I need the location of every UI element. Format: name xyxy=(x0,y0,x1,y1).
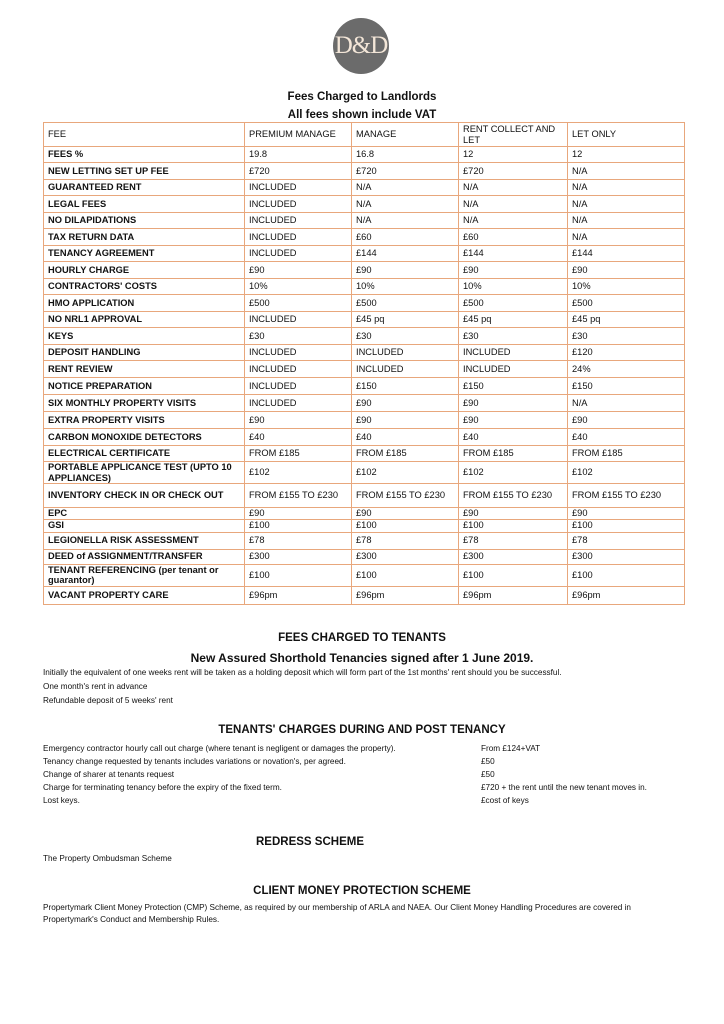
fee-value-cell: £78 xyxy=(568,532,685,549)
fee-value-cell: FROM £185 xyxy=(245,446,352,462)
fee-value-cell: FROM £185 xyxy=(459,446,568,462)
cmp-heading: CLIENT MONEY PROTECTION SCHEME xyxy=(253,885,471,897)
fee-value-cell: £90 xyxy=(568,508,685,520)
charge-description: Charge for terminating tenancy before the expiry of the fixed term. xyxy=(43,783,282,792)
table-row xyxy=(44,412,685,429)
fee-value-cell: INCLUDED xyxy=(245,246,352,262)
fee-name-cell: EPC xyxy=(44,508,245,520)
tenant-fee-line: One month's rent in advance xyxy=(43,682,148,691)
fee-value-cell: £720 xyxy=(352,163,459,180)
fee-name-cell: LEGAL FEES xyxy=(44,196,245,213)
fee-name-cell: DEPOSIT HANDLING xyxy=(44,345,245,361)
fee-name-cell: KEYS xyxy=(44,328,245,345)
fee-value-cell: £96pm xyxy=(459,586,568,604)
fee-value-cell: INCLUDED xyxy=(245,361,352,378)
fee-name-cell: CONTRACTORS' COSTS xyxy=(44,279,245,295)
fee-value-cell: N/A xyxy=(459,213,568,229)
table-row xyxy=(44,328,685,345)
fee-value-cell: £30 xyxy=(459,328,568,345)
page-subtitle: All fees shown include VAT xyxy=(287,109,437,121)
fee-value-cell: £30 xyxy=(568,328,685,345)
fee-value-cell: £150 xyxy=(568,378,685,395)
fee-value-cell: INCLUDED xyxy=(459,361,568,378)
fee-name-cell: PORTABLE APPLICANCE TEST (UPTO 10 APPLIANCES) xyxy=(44,462,245,484)
fee-value-cell: £96pm xyxy=(352,586,459,604)
table-row xyxy=(44,229,685,246)
fee-name-cell: FEES % xyxy=(44,147,245,163)
charge-row xyxy=(43,742,693,755)
charge-amount: £cost of keys xyxy=(481,796,529,805)
table-row xyxy=(44,446,685,462)
fee-name-cell: DEED of ASSIGNMENT/TRANSFER xyxy=(44,549,245,564)
fee-value-cell: £90 xyxy=(459,508,568,520)
fee-value-cell: N/A xyxy=(568,395,685,412)
fee-name-cell: INVENTORY CHECK IN OR CHECK OUT xyxy=(44,484,245,508)
fee-value-cell: £120 xyxy=(568,345,685,361)
fee-value-cell: FROM £185 xyxy=(352,446,459,462)
fee-value-cell: £60 xyxy=(459,229,568,246)
table-header-row xyxy=(44,123,685,147)
table-row xyxy=(44,213,685,229)
fee-value-cell: 10% xyxy=(568,279,685,295)
column-header: MANAGE xyxy=(352,123,459,147)
fee-value-cell: INCLUDED xyxy=(245,378,352,395)
fee-value-cell: £150 xyxy=(459,378,568,395)
fee-value-cell: N/A xyxy=(352,196,459,213)
fee-value-cell: 10% xyxy=(352,279,459,295)
charge-row xyxy=(43,781,693,794)
fee-value-cell: £90 xyxy=(245,412,352,429)
table-row xyxy=(44,180,685,196)
fee-value-cell: £40 xyxy=(568,429,685,446)
charge-description: Change of sharer at tenants request xyxy=(43,770,175,779)
fee-value-cell: INCLUDED xyxy=(245,213,352,229)
fee-value-cell: INCLUDED xyxy=(245,180,352,196)
fee-value-cell: N/A xyxy=(568,180,685,196)
cmp-text: Propertymark Client Money Protection (CMP) Scheme, as required by our membership of ARLA and NAEA. Our Client Money Handling Procedures are covered in Propertymark's Conduct and Membership Rules. xyxy=(43,903,631,924)
fee-value-cell: £300 xyxy=(459,549,568,564)
fee-value-cell: N/A xyxy=(459,196,568,213)
table-row xyxy=(44,549,685,564)
fee-value-cell: £144 xyxy=(568,246,685,262)
charge-description: Tenancy change requested by tenants includes variations or novation's, per agreed. xyxy=(43,757,346,766)
fee-value-cell: £90 xyxy=(352,412,459,429)
fee-value-cell: £144 xyxy=(352,246,459,262)
charge-row xyxy=(43,755,693,768)
fee-value-cell: £90 xyxy=(352,395,459,412)
fee-name-cell: RENT REVIEW xyxy=(44,361,245,378)
charge-row xyxy=(43,794,693,807)
fee-value-cell: £45 pq xyxy=(352,312,459,328)
table-row xyxy=(44,532,685,549)
charge-amount: From £124+VAT xyxy=(481,744,541,753)
fee-value-cell: £500 xyxy=(245,295,352,312)
fee-name-cell: CARBON MONOXIDE DETECTORS xyxy=(44,429,245,446)
fee-value-cell: N/A xyxy=(459,180,568,196)
table-row xyxy=(44,279,685,295)
table-row xyxy=(44,312,685,328)
landlord-fees-table xyxy=(43,122,685,605)
charge-description: Emergency contractor hourly call out charge (where tenant is negligent or damages the property). xyxy=(43,744,396,753)
charge-amount: £720 + the rent until the new tenant moves in. xyxy=(481,783,647,792)
fee-value-cell: £500 xyxy=(459,295,568,312)
tenant-fee-line: Refundable deposit of 5 weeks' rent xyxy=(43,696,173,705)
fee-value-cell: £102 xyxy=(352,462,459,484)
fee-value-cell: £90 xyxy=(568,412,685,429)
fee-name-cell: NEW LETTING SET UP FEE xyxy=(44,163,245,180)
fee-value-cell: FROM £155 TO £230 xyxy=(459,484,568,508)
company-logo: D&D xyxy=(333,18,389,74)
fee-name-cell: HOURLY CHARGE xyxy=(44,262,245,279)
fee-value-cell: £100 xyxy=(459,519,568,532)
table-row xyxy=(44,147,685,163)
fee-name-cell: VACANT PROPERTY CARE xyxy=(44,586,245,604)
fee-value-cell: FROM £155 TO £230 xyxy=(352,484,459,508)
table-row xyxy=(44,586,685,604)
fee-value-cell: £40 xyxy=(352,429,459,446)
fee-value-cell: £720 xyxy=(245,163,352,180)
fee-name-cell: NO DILAPIDATIONS xyxy=(44,213,245,229)
fee-value-cell: £150 xyxy=(352,378,459,395)
tenants-subheading: New Assured Shorthold Tenancies signed after 1 June 2019. xyxy=(190,651,534,665)
fee-value-cell: £144 xyxy=(459,246,568,262)
fee-value-cell: INCLUDED xyxy=(245,312,352,328)
fee-value-cell: 10% xyxy=(459,279,568,295)
fee-value-cell: INCLUDED xyxy=(459,345,568,361)
fee-value-cell: £90 xyxy=(459,395,568,412)
fee-value-cell: FROM £155 TO £230 xyxy=(245,484,352,508)
fee-value-cell: £78 xyxy=(459,532,568,549)
fee-value-cell: £90 xyxy=(245,262,352,279)
charges-heading: TENANTS' CHARGES DURING AND POST TENANCY xyxy=(218,724,506,736)
fee-value-cell: 16.8 xyxy=(352,147,459,163)
fee-value-cell: 12 xyxy=(459,147,568,163)
column-header: RENT COLLECT AND LET xyxy=(459,123,568,147)
table-row xyxy=(44,429,685,446)
charge-description: Lost keys. xyxy=(43,796,80,805)
fee-value-cell: £45 pq xyxy=(568,312,685,328)
table-row xyxy=(44,564,685,586)
charge-amount: £50 xyxy=(481,770,495,779)
fee-name-cell: LEGIONELLA RISK ASSESSMENT xyxy=(44,532,245,549)
fee-value-cell: N/A xyxy=(352,213,459,229)
column-header: LET ONLY xyxy=(568,123,685,147)
fee-name-cell: ELECTRICAL CERTIFICATE xyxy=(44,446,245,462)
column-header: FEE xyxy=(44,123,245,147)
fee-value-cell: N/A xyxy=(568,163,685,180)
fee-value-cell: £720 xyxy=(459,163,568,180)
fee-value-cell: INCLUDED xyxy=(245,229,352,246)
table-row xyxy=(44,378,685,395)
fee-value-cell: £100 xyxy=(245,564,352,586)
fee-name-cell: TENANCY AGREEMENT xyxy=(44,246,245,262)
fee-name-cell: GSI xyxy=(44,519,245,532)
table-row xyxy=(44,246,685,262)
fee-value-cell: INCLUDED xyxy=(352,361,459,378)
redress-heading: REDRESS SCHEME xyxy=(256,836,364,848)
fee-value-cell: £500 xyxy=(352,295,459,312)
fee-value-cell: £30 xyxy=(352,328,459,345)
table-row xyxy=(44,395,685,412)
fee-value-cell: N/A xyxy=(568,196,685,213)
fee-value-cell: N/A xyxy=(352,180,459,196)
fee-value-cell: 24% xyxy=(568,361,685,378)
fee-value-cell: £100 xyxy=(568,564,685,586)
table-row xyxy=(44,163,685,180)
table-row xyxy=(44,262,685,279)
fee-value-cell: £90 xyxy=(245,508,352,520)
charge-amount: £50 xyxy=(481,757,495,766)
table-row xyxy=(44,519,685,532)
page-titles xyxy=(0,88,724,124)
fee-value-cell: £78 xyxy=(352,532,459,549)
fee-value-cell: £500 xyxy=(568,295,685,312)
fee-name-cell: NO NRL1 APPROVAL xyxy=(44,312,245,328)
fee-value-cell: £30 xyxy=(245,328,352,345)
fee-name-cell: SIX MONTHLY PROPERTY VISITS xyxy=(44,395,245,412)
fee-name-cell: HMO APPLICATION xyxy=(44,295,245,312)
column-header: PREMIUM MANAGE xyxy=(245,123,352,147)
page-title: Fees Charged to Landlords xyxy=(287,91,437,103)
fee-value-cell: £300 xyxy=(568,549,685,564)
fee-name-cell: EXTRA PROPERTY VISITS xyxy=(44,412,245,429)
redress-text: The Property Ombudsman Scheme xyxy=(43,854,172,863)
fee-value-cell: £90 xyxy=(352,262,459,279)
fee-value-cell: £90 xyxy=(352,508,459,520)
fee-value-cell: N/A xyxy=(568,213,685,229)
charge-row xyxy=(43,768,693,781)
fee-value-cell: 12 xyxy=(568,147,685,163)
fee-value-cell: 10% xyxy=(245,279,352,295)
fee-value-cell: FROM £185 xyxy=(568,446,685,462)
fee-value-cell: £102 xyxy=(245,462,352,484)
fee-value-cell: £102 xyxy=(459,462,568,484)
table-row xyxy=(44,508,685,520)
table-row xyxy=(44,196,685,213)
fee-value-cell: £90 xyxy=(459,412,568,429)
fee-value-cell: £90 xyxy=(459,262,568,279)
table-row xyxy=(44,462,685,484)
fee-value-cell: £100 xyxy=(352,519,459,532)
fee-value-cell: £100 xyxy=(459,564,568,586)
fee-value-cell: N/A xyxy=(568,229,685,246)
table-row xyxy=(44,484,685,508)
fee-name-cell: GUARANTEED RENT xyxy=(44,180,245,196)
fee-value-cell: £96pm xyxy=(568,586,685,604)
table-row xyxy=(44,361,685,378)
fee-value-cell: £40 xyxy=(245,429,352,446)
fee-value-cell: £40 xyxy=(459,429,568,446)
fee-value-cell: £300 xyxy=(352,549,459,564)
fee-value-cell: £100 xyxy=(352,564,459,586)
fee-value-cell: £45 pq xyxy=(459,312,568,328)
fee-value-cell: £96pm xyxy=(245,586,352,604)
fee-value-cell: £60 xyxy=(352,229,459,246)
fee-value-cell: £78 xyxy=(245,532,352,549)
fee-value-cell: INCLUDED xyxy=(245,196,352,213)
fee-value-cell: £300 xyxy=(245,549,352,564)
fee-value-cell: 19.8 xyxy=(245,147,352,163)
tenants-heading: FEES CHARGED TO TENANTS xyxy=(278,632,446,644)
fee-value-cell: £102 xyxy=(568,462,685,484)
fee-value-cell: £90 xyxy=(568,262,685,279)
fee-name-cell: NOTICE PREPARATION xyxy=(44,378,245,395)
fee-value-cell: INCLUDED xyxy=(245,395,352,412)
fee-value-cell: INCLUDED xyxy=(245,345,352,361)
fee-value-cell: £100 xyxy=(568,519,685,532)
fee-name-cell: TENANT REFERENCING (per tenant or guarantor) xyxy=(44,564,245,586)
table-row xyxy=(44,295,685,312)
tenant-fee-line: Initially the equivalent of one weeks rent will be taken as a holding deposit which will form part of the 1st months' rent should you be successful. xyxy=(43,668,562,677)
table-row xyxy=(44,345,685,361)
fee-name-cell: TAX RETURN DATA xyxy=(44,229,245,246)
fee-value-cell: FROM £155 TO £230 xyxy=(568,484,685,508)
fee-value-cell: INCLUDED xyxy=(352,345,459,361)
fee-value-cell: £100 xyxy=(245,519,352,532)
